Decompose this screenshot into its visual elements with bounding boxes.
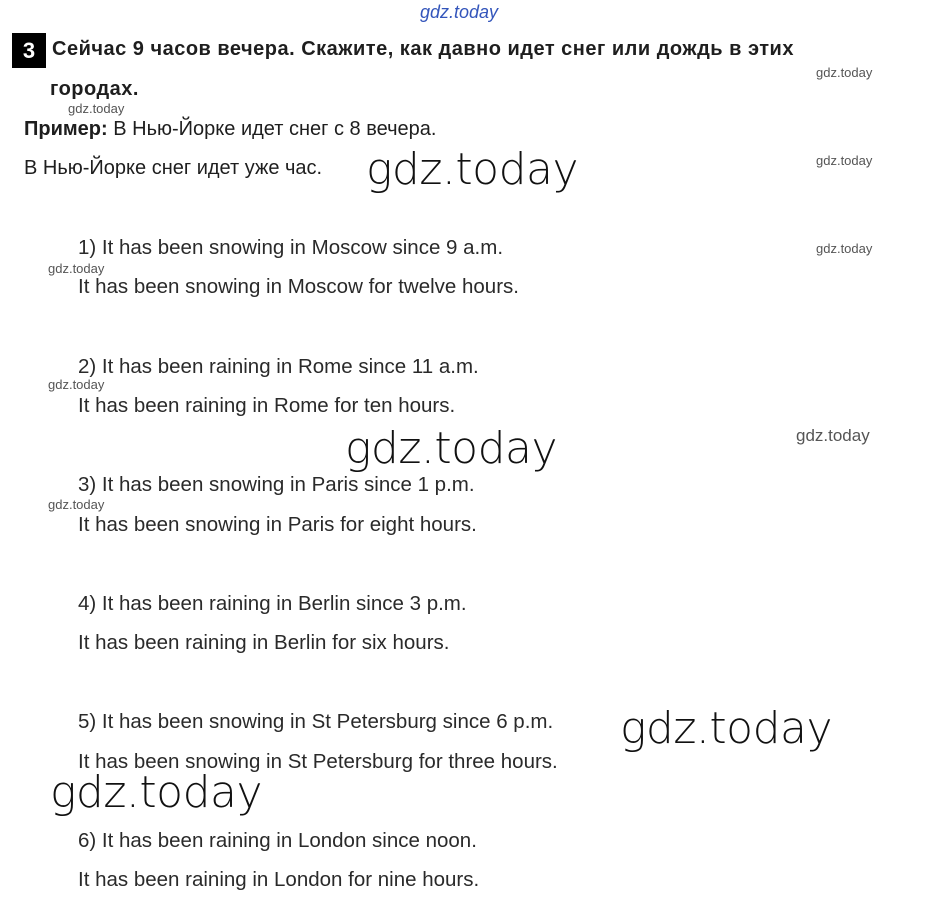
answer-3-question: 3) It has been snowing in Paris since 1 p.m. (78, 473, 475, 496)
answer-2-response: It has been raining in Rome for ten hours. (78, 394, 456, 417)
example-text: В Нью-Йорке идет снег с 8 вечера. (107, 118, 437, 140)
watermark-small: gdz.today (48, 497, 105, 512)
answer-6-question: 6) It has been raining in London since noon. (78, 829, 477, 852)
watermark-small: gdz.today (68, 101, 125, 116)
answer-5-question: 5) It has been snowing in St Petersburg since 6 p.m. (78, 710, 554, 733)
answer-1-response: It has been snowing in Moscow for twelve hours. (78, 275, 519, 298)
example-answer: В Нью-Йорке снег идет уже час. (24, 157, 323, 179)
watermark-large: gdz.today (345, 423, 558, 474)
watermark-large: gdz.today (50, 767, 263, 818)
watermark-medium: gdz.today (796, 426, 870, 445)
watermark-header: gdz.today (420, 2, 499, 22)
answer-4-response: It has been raining in Berlin for six hours. (78, 631, 450, 654)
task-title-line-2: городах. (50, 78, 139, 100)
watermark-large: gdz.today (366, 144, 579, 195)
answer-5-response: It has been snowing in St Petersburg for three hours. (78, 750, 558, 773)
task-title-line-1: Сейчас 9 часов вечера. Скажите, как давно идет снег или дождь в этих (52, 38, 794, 60)
watermark-large: gdz.today (620, 703, 833, 754)
example-line (24, 118, 436, 141)
watermark-small: gdz.today (48, 261, 105, 276)
answer-1-question: 1) It has been snowing in Moscow since 9 a.m. (78, 236, 504, 259)
answer-6-response: It has been raining in London for nine hours. (78, 868, 480, 891)
watermark-small: gdz.today (48, 377, 105, 392)
answer-4-question: 4) It has been raining in Berlin since 3 p.m. (78, 592, 467, 615)
example-label: Пример: (24, 118, 108, 140)
answer-3-response: It has been snowing in Paris for eight hours. (78, 513, 477, 536)
task-number-badge: 3 (12, 33, 46, 68)
watermark-small: gdz.today (816, 153, 873, 168)
watermark-small: gdz.today (816, 65, 873, 80)
watermark-small: gdz.today (816, 241, 873, 256)
answer-2-question: 2) It has been raining in Rome since 11 a.m. (78, 355, 479, 378)
